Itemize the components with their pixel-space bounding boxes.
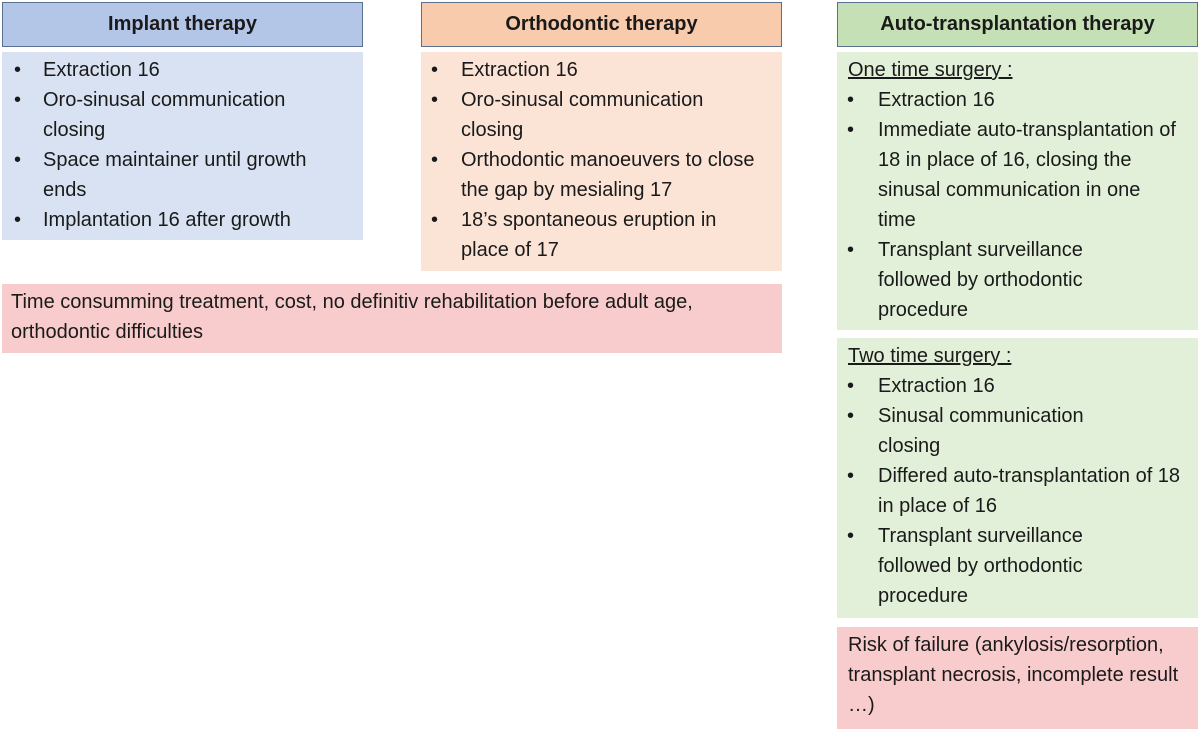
list-item: • Space maintainer until growth ends [2, 145, 343, 205]
list-item: • 18’s spontaneous eruption in place of 17 [421, 205, 766, 265]
implant-ortho-drawbacks-box [2, 284, 782, 353]
list-item: • Extraction 16 [837, 85, 1198, 115]
list-item: • Oro-sinusal communication closing [421, 85, 751, 145]
list-item: • Transplant surveillance followed by orthodontic procedure [837, 521, 1138, 611]
two-time-surgery-box [837, 338, 1198, 618]
orthodontic-therapy-header: Orthodontic therapy [421, 2, 782, 47]
list-item: • Oro-sinusal communication closing [2, 85, 333, 145]
list-item: • Orthodontic manoeuvers to close the gap by mesialing 17 [421, 145, 766, 205]
list-item: • Extraction 16 [421, 55, 782, 85]
one-time-surgery-box [837, 52, 1198, 330]
list-item: • Extraction 16 [837, 371, 1198, 401]
two-time-surgery-list [837, 371, 1198, 611]
list-item: • Implantation 16 after growth [2, 205, 363, 235]
risk-text: Risk of failure (ankylosis/resorption, transplant necrosis, incomplete result …) [848, 634, 1179, 716]
one-time-surgery-heading: One time surgery : [848, 59, 1013, 81]
auto-transplant-risk-box [837, 627, 1198, 729]
implant-steps-box [2, 52, 363, 240]
list-item: • Immediate auto-transplantation of 18 in place of 16, closing the sinusal communication in one time [837, 115, 1178, 235]
orthodontic-steps-box [421, 52, 782, 271]
list-item: • Sinusal communication closing [837, 401, 1118, 461]
list-item: • Differed auto-transplantation of 18 in place of 16 [837, 461, 1183, 521]
auto-transplantation-therapy-header: Auto-transplantation therapy [837, 2, 1198, 47]
list-item: • Extraction 16 [2, 55, 363, 85]
two-time-surgery-heading: Two time surgery : [848, 345, 1012, 367]
drawbacks-text: Time consumming treatment, cost, no definitiv rehabilitation before adult age, orthodontic difficulties [11, 291, 693, 343]
one-time-surgery-list [837, 85, 1198, 325]
implant-therapy-header: Implant therapy [2, 2, 363, 47]
orthodontic-steps-list [421, 55, 782, 265]
list-item: • Transplant surveillance followed by orthodontic procedure [837, 235, 1138, 325]
implant-steps-list [2, 55, 363, 235]
